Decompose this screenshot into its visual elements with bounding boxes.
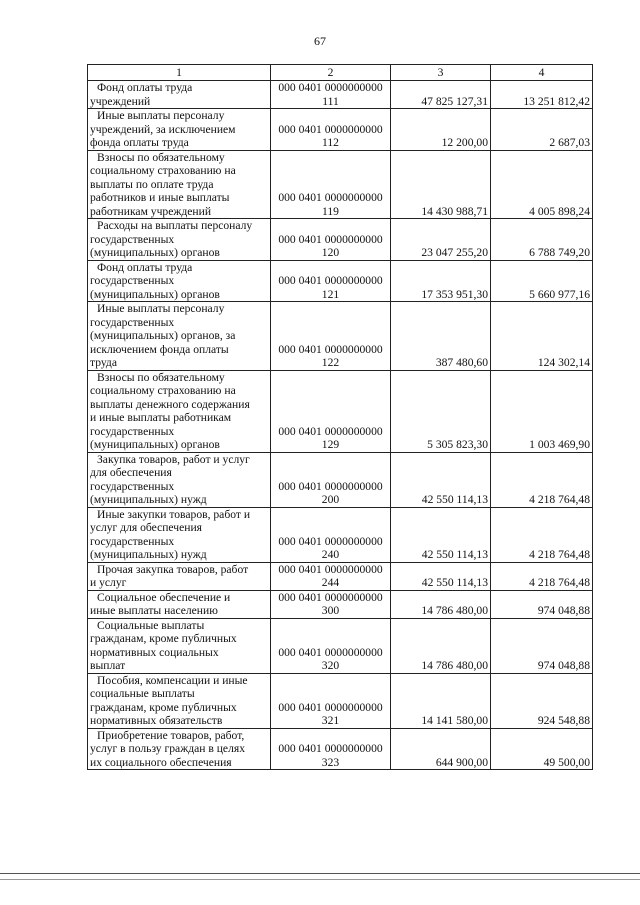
row-value-col4: 4 218 764,48 bbox=[491, 452, 593, 507]
row-code-line: 000 0401 0000000000 bbox=[278, 122, 383, 136]
row-code-line: 000 0401 0000000000 bbox=[278, 191, 383, 204]
row-name-line: Пособия, компенсации и иные bbox=[97, 673, 248, 687]
row-name-cell bbox=[88, 219, 271, 261]
column-header-4: 4 bbox=[491, 65, 593, 81]
row-code-cell bbox=[271, 370, 391, 452]
row-value-col4: 2 687,03 bbox=[491, 109, 593, 151]
row-name-line: услуг для обеспечения bbox=[90, 521, 202, 534]
row-name-line: Иные выплаты персоналу bbox=[97, 302, 225, 315]
row-code-line: 000 0401 0000000000 bbox=[278, 590, 383, 604]
row-code-cell bbox=[271, 260, 391, 302]
row-name-cell bbox=[88, 673, 271, 728]
row-code-cell bbox=[271, 673, 391, 728]
row-name-line: исключением фонда оплаты bbox=[90, 342, 229, 356]
row-value-col3: 42 550 114,13 bbox=[391, 562, 491, 590]
row-name-line: и иные выплаты работникам bbox=[90, 411, 232, 424]
row-value-col4: 49 500,00 bbox=[491, 728, 593, 770]
row-code-line: 240 bbox=[321, 548, 340, 561]
row-name-line: (муниципальных) нужд bbox=[90, 548, 207, 561]
row-name-line: услуг в пользу граждан в целях bbox=[90, 742, 245, 755]
row-name-line: труда bbox=[90, 356, 117, 369]
row-value-col4: 4 218 764,48 bbox=[491, 562, 593, 590]
row-name-line: учреждений, за исключением bbox=[90, 122, 236, 136]
row-name-line: фонда оплаты труда bbox=[90, 136, 189, 149]
row-code-cell bbox=[271, 81, 391, 109]
row-name-line: (муниципальных) нужд bbox=[90, 493, 207, 506]
row-name-line: работникам учреждений bbox=[90, 204, 212, 218]
row-name-line: работников и иные выплаты bbox=[90, 191, 230, 204]
row-name-line: выплаты по оплате труда bbox=[90, 177, 214, 191]
row-name-line: выплат bbox=[90, 659, 126, 672]
row-code-line: 320 bbox=[321, 659, 340, 672]
row-value-col3: 644 900,00 bbox=[391, 728, 491, 770]
row-name-line: социальному страхованию на bbox=[90, 384, 236, 397]
bottom-rule bbox=[0, 873, 640, 874]
row-code-cell bbox=[271, 728, 391, 770]
row-name-line: для обеспечения bbox=[90, 466, 172, 479]
row-name-line: (муниципальных) органов bbox=[90, 287, 220, 301]
table-row bbox=[88, 370, 593, 452]
table-row bbox=[88, 507, 593, 562]
row-name-cell bbox=[88, 109, 271, 151]
table-row bbox=[88, 109, 593, 151]
row-name-line: Закупка товаров, работ и услуг bbox=[97, 452, 250, 466]
row-value-col4: 6 788 749,20 bbox=[491, 219, 593, 261]
row-code-line: 244 bbox=[321, 576, 340, 589]
column-header-1: 1 bbox=[88, 65, 271, 81]
row-code-line: 300 bbox=[321, 604, 340, 617]
row-value-col4: 974 048,88 bbox=[491, 590, 593, 618]
row-code-line: 000 0401 0000000000 bbox=[278, 274, 383, 287]
row-code-cell bbox=[271, 109, 391, 151]
row-name-line: Иные закупки товаров, работ и bbox=[97, 507, 251, 521]
table-row bbox=[88, 673, 593, 728]
row-name-line: государственных bbox=[90, 534, 175, 548]
row-name-cell bbox=[88, 590, 271, 618]
row-name-cell bbox=[88, 618, 271, 673]
row-name-line: учреждений bbox=[90, 94, 151, 108]
row-code-cell bbox=[271, 562, 391, 590]
row-value-col4: 5 660 977,16 bbox=[491, 260, 593, 302]
row-name-line: (муниципальных) органов bbox=[90, 246, 220, 259]
row-code-cell bbox=[271, 507, 391, 562]
row-name-line: Фонд оплаты труда bbox=[97, 81, 193, 94]
row-value-col3: 47 825 127,31 bbox=[391, 81, 491, 109]
row-name-line: государственных bbox=[90, 424, 175, 438]
row-code-line: 000 0401 0000000000 bbox=[278, 81, 383, 94]
row-code-line: 129 bbox=[321, 438, 340, 451]
row-value-col3: 14 786 480,00 bbox=[391, 590, 491, 618]
row-value-col3: 14 430 988,71 bbox=[391, 150, 491, 219]
table-row bbox=[88, 81, 593, 109]
table-row bbox=[88, 452, 593, 507]
row-name-line: социальные выплаты bbox=[90, 687, 195, 700]
row-name-line: Иные выплаты персоналу bbox=[97, 109, 225, 122]
row-name-line: Фонд оплаты труда bbox=[97, 260, 193, 274]
row-code-line: 111 bbox=[322, 94, 339, 108]
column-header-2: 2 bbox=[271, 65, 391, 81]
row-value-col3: 5 305 823,30 bbox=[391, 370, 491, 452]
row-name-line: государственных bbox=[90, 232, 175, 246]
table-row bbox=[88, 562, 593, 590]
row-code-line: 321 bbox=[321, 714, 340, 727]
table-row bbox=[88, 590, 593, 618]
row-code-cell bbox=[271, 219, 391, 261]
row-name-line: Социальные выплаты bbox=[97, 618, 205, 632]
page-number: 67 bbox=[314, 34, 326, 48]
row-name-line: нормативных обязательств bbox=[90, 714, 223, 727]
row-value-col3: 14 141 580,00 bbox=[391, 673, 491, 728]
row-code-line: 112 bbox=[322, 136, 339, 149]
row-value-col3: 14 786 480,00 bbox=[391, 618, 491, 673]
row-value-col4: 4 218 764,48 bbox=[491, 507, 593, 562]
row-name-line: (муниципальных) органов, за bbox=[90, 329, 236, 342]
row-name-line: Взносы по обязательному bbox=[97, 150, 225, 164]
row-value-col3: 17 353 951,30 bbox=[391, 260, 491, 302]
row-name-cell bbox=[88, 81, 271, 109]
row-name-line: социальному страхованию на bbox=[90, 164, 236, 177]
row-code-line: 000 0401 0000000000 bbox=[278, 645, 383, 659]
table-row bbox=[88, 219, 593, 261]
row-name-line: иные выплаты населению bbox=[90, 604, 218, 617]
row-name-line: государственных bbox=[90, 479, 175, 493]
budget-table bbox=[87, 64, 593, 770]
row-code-line: 000 0401 0000000000 bbox=[278, 232, 383, 246]
row-name-cell bbox=[88, 260, 271, 302]
row-value-col4: 13 251 812,42 bbox=[491, 81, 593, 109]
row-name-line: Прочая закупка товаров, работ bbox=[97, 562, 249, 576]
row-name-line: нормативных социальных bbox=[90, 645, 219, 659]
row-code-line: 121 bbox=[321, 287, 340, 301]
column-header-3: 3 bbox=[391, 65, 491, 81]
row-code-line: 000 0401 0000000000 bbox=[278, 424, 383, 438]
row-name-cell bbox=[88, 150, 271, 219]
row-value-col4: 124 302,14 bbox=[491, 302, 593, 371]
row-value-col3: 387 480,60 bbox=[391, 302, 491, 371]
row-code-line: 000 0401 0000000000 bbox=[278, 342, 383, 356]
row-code-line: 119 bbox=[322, 204, 339, 218]
row-name-line: выплаты денежного содержания bbox=[90, 397, 250, 411]
row-name-line: и услуг bbox=[90, 576, 127, 589]
table-body bbox=[88, 81, 593, 770]
bottom-rule-secondary bbox=[0, 879, 640, 880]
header-row bbox=[88, 65, 593, 81]
table-row bbox=[88, 302, 593, 371]
row-code-cell bbox=[271, 590, 391, 618]
row-name-line: Приобретение товаров, работ, bbox=[97, 728, 245, 742]
row-code-line: 000 0401 0000000000 bbox=[278, 562, 383, 576]
row-code-line: 323 bbox=[321, 755, 340, 769]
row-code-line: 120 bbox=[321, 246, 340, 259]
row-name-line: государственных bbox=[90, 315, 175, 329]
table-row bbox=[88, 260, 593, 302]
row-value-col3: 42 550 114,13 bbox=[391, 507, 491, 562]
row-code-cell bbox=[271, 618, 391, 673]
row-name-cell bbox=[88, 452, 271, 507]
row-name-cell bbox=[88, 562, 271, 590]
row-value-col4: 924 548,88 bbox=[491, 673, 593, 728]
row-name-cell bbox=[88, 302, 271, 371]
row-name-line: гражданам, кроме публичных bbox=[90, 700, 237, 714]
row-name-cell bbox=[88, 728, 271, 770]
row-name-line: их социального обеспечения bbox=[90, 755, 232, 769]
row-value-col3: 42 550 114,13 bbox=[391, 452, 491, 507]
row-code-cell bbox=[271, 452, 391, 507]
row-name-line: Взносы по обязательному bbox=[97, 370, 225, 384]
row-name-line: государственных bbox=[90, 274, 175, 287]
table-row bbox=[88, 728, 593, 770]
row-value-col4: 974 048,88 bbox=[491, 618, 593, 673]
table-row bbox=[88, 150, 593, 219]
row-name-line: Социальное обеспечение и bbox=[97, 590, 231, 604]
row-code-line: 122 bbox=[321, 356, 340, 369]
row-name-cell bbox=[88, 507, 271, 562]
row-name-line: (муниципальных) органов bbox=[90, 438, 220, 451]
row-code-cell bbox=[271, 302, 391, 371]
row-code-line: 000 0401 0000000000 bbox=[278, 700, 383, 714]
row-code-line: 000 0401 0000000000 bbox=[278, 742, 383, 755]
row-code-cell bbox=[271, 150, 391, 219]
row-name-line: Расходы на выплаты персоналу bbox=[97, 219, 253, 232]
row-code-line: 000 0401 0000000000 bbox=[278, 479, 383, 493]
row-value-col4: 1 003 469,90 bbox=[491, 370, 593, 452]
row-value-col4: 4 005 898,24 bbox=[491, 150, 593, 219]
table-row bbox=[88, 618, 593, 673]
row-code-line: 000 0401 0000000000 bbox=[278, 534, 383, 548]
row-value-col3: 23 047 255,20 bbox=[391, 219, 491, 261]
row-name-line: гражданам, кроме публичных bbox=[90, 632, 237, 645]
row-code-line: 200 bbox=[321, 493, 340, 506]
row-name-cell bbox=[88, 370, 271, 452]
table-header bbox=[88, 65, 593, 81]
row-value-col3: 12 200,00 bbox=[391, 109, 491, 151]
